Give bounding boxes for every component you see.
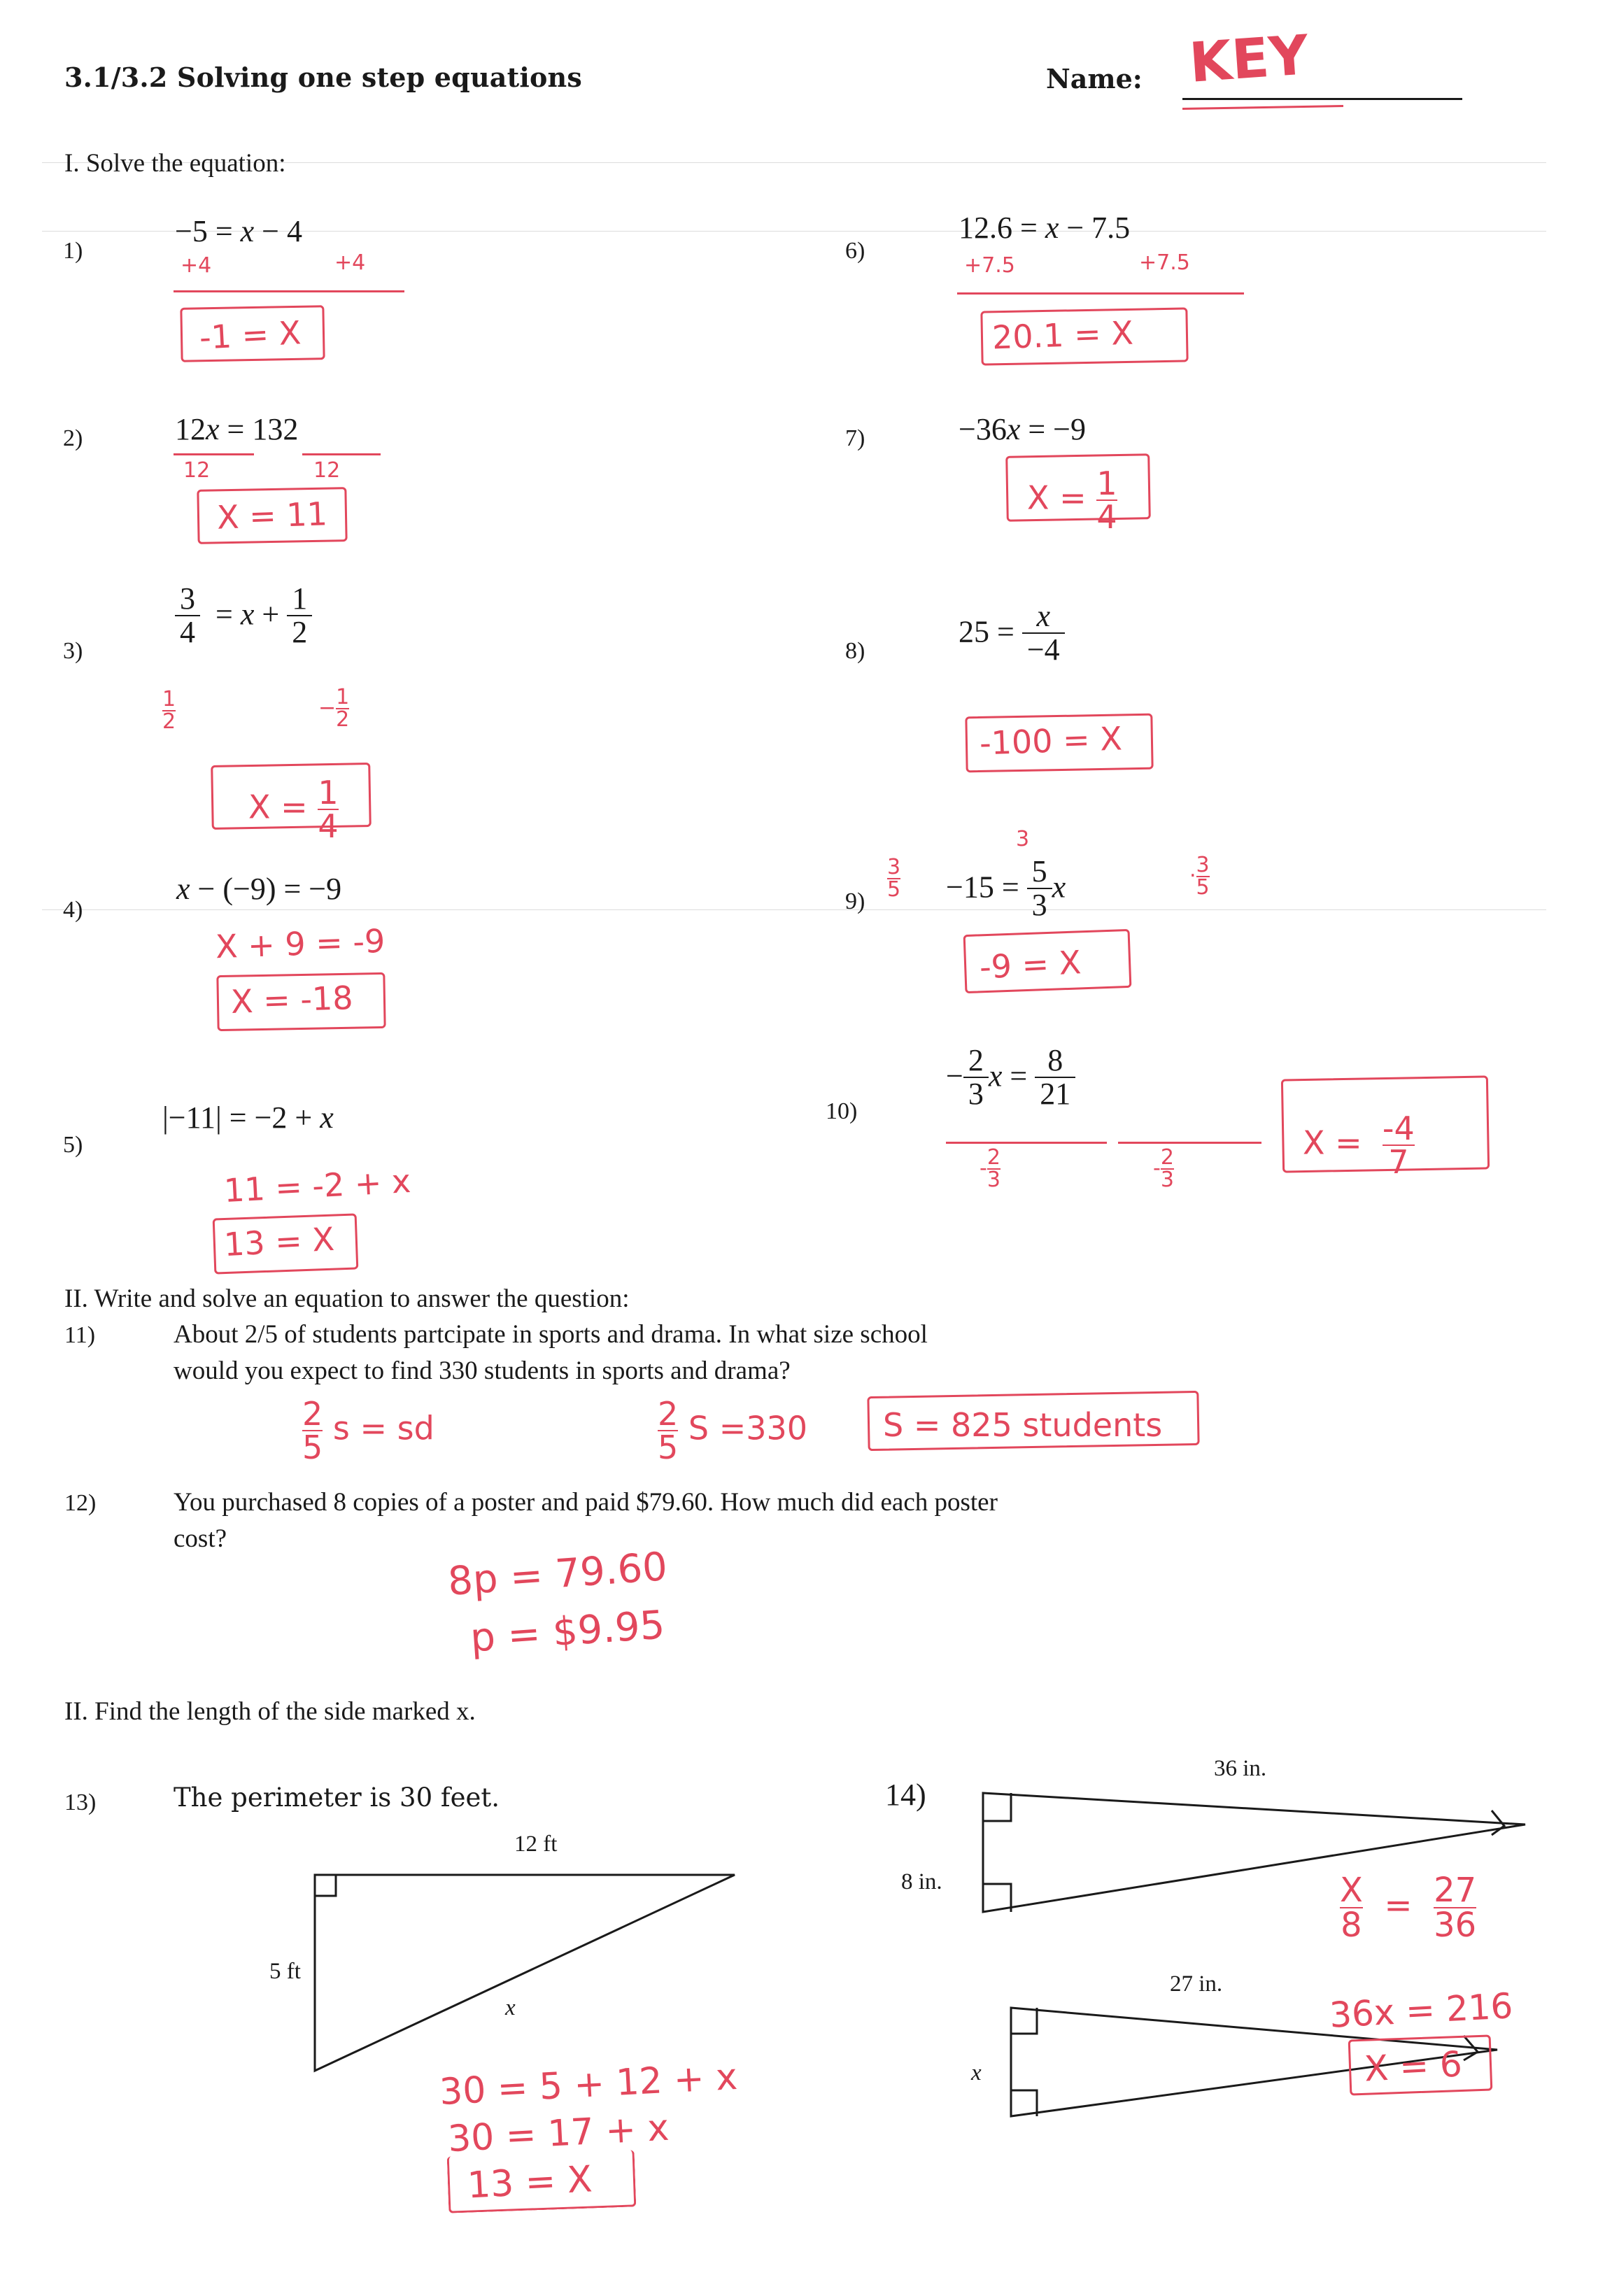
q5-equation: |−11| = −2 + x (162, 1100, 334, 1135)
q14-answer-box (1348, 2034, 1493, 2095)
section-2-heading: II. Write and solve an equation to answer the question: (64, 1284, 630, 1313)
q3-answer: X = $\frac{1}{4}$ (248, 774, 339, 845)
q14-answer: X = 6 (1363, 2043, 1464, 2090)
q10-equation: − $\frac{2}{3}$ x = $\frac{8}{21}$ (946, 1046, 1075, 1112)
q2-work-right: 12 (313, 458, 341, 483)
q11-text-line2: would you expect to find 330 students in sports and drama? (174, 1356, 791, 1385)
q11-text-line1: About 2/5 of students partcipate in sports and drama. In what size school (174, 1320, 928, 1349)
q10-rule-left (946, 1142, 1107, 1144)
q3-work-right: − $\frac{1}{2}$ (318, 685, 350, 732)
name-label: Name: (1046, 63, 1143, 94)
q13-answer-box (447, 2150, 637, 2213)
q6-equation: 12.6 = x − 7.5 (959, 211, 1131, 245)
q8-answer-box (965, 714, 1153, 773)
q1-work-left: +4 (181, 253, 212, 278)
q14-work-2: 36x = 216 (1328, 1985, 1514, 2036)
q4-number: 4) (63, 897, 83, 923)
q13-label-left: 5 ft (269, 1959, 301, 1984)
page-title: 3.1/3.2 Solving one step equations (64, 62, 582, 93)
q6-answer-box (980, 307, 1188, 365)
q8-equation: 25 = $\frac{x}{-4}$ (959, 602, 1065, 667)
q1-answer: -1 = X (198, 313, 302, 357)
q3-equation: $\frac{3}{4}$ = x + $\frac{1}{2}$ (175, 584, 312, 650)
q13-answer: 13 = X (466, 2158, 593, 2207)
q1-number: 1) (63, 238, 83, 264)
q2-rule-left (174, 453, 254, 455)
q8-number: 8) (845, 638, 865, 664)
q7-number: 7) (845, 425, 865, 451)
q13-label-top: 12 ft (514, 1831, 558, 1857)
q9-number: 9) (845, 888, 865, 914)
q12-number: 12) (64, 1490, 97, 1516)
q10-answer: X = $\frac{-4}{7}$ (1303, 1110, 1415, 1181)
q7-answer: X = $\frac{1}{4}$ (1027, 465, 1117, 536)
q2-number: 2) (63, 425, 83, 451)
q13-prompt: The perimeter is 30 feet. (174, 1783, 500, 1813)
q5-number: 5) (63, 1132, 83, 1158)
q11-answer-box (867, 1391, 1199, 1451)
q2-answer-box (197, 487, 347, 544)
q11-answer: S = 825 students (883, 1406, 1163, 1444)
q4-answer-box (216, 972, 386, 1031)
q3-number: 3) (63, 638, 83, 664)
q14-label-left1: 8 in. (901, 1869, 942, 1894)
q9-answer-box (963, 929, 1132, 993)
q14-number: 14) (885, 1778, 926, 1812)
q12-work-1: 8p = 79.60 (446, 1544, 669, 1605)
q4-answer: X = -18 (230, 978, 354, 1021)
q6-work-left: +7.5 (964, 253, 1015, 278)
q9-work-right: · $\frac{3}{5}$ (1189, 853, 1210, 900)
q10-rule-right (1118, 1142, 1261, 1144)
q6-number: 6) (845, 238, 865, 264)
q6-work-right: +7.5 (1139, 250, 1190, 275)
q9-answer: -9 = X (978, 943, 1082, 986)
q8-answer: -100 = X (979, 719, 1123, 763)
q12-text-line2: cost? (174, 1524, 227, 1553)
q2-equation: 12x = 132 (175, 412, 299, 446)
q11-work-2: $\frac{2}{5}$ S =330 (658, 1395, 808, 1466)
q1-equation: −5 = x − 4 (175, 214, 302, 248)
q12-work-2: p = $9.95 (469, 1602, 667, 1661)
section-1-heading: I. Solve the equation: (64, 149, 286, 178)
q12-text-line1: You purchased 8 copies of a poster and paid $79.60. How much did each poster (174, 1488, 998, 1517)
q10-number: 10) (826, 1098, 858, 1124)
q13-work-2: 30 = 17 + x (446, 2106, 670, 2161)
q9-cancel-3: 3 (1016, 827, 1030, 851)
q5-work: 11 = -2 + x (222, 1162, 412, 1210)
q2-work-left: 12 (183, 458, 211, 483)
q10-work-right: - $\frac{2}{3}$ (1153, 1145, 1174, 1192)
q5-answer-box (213, 1213, 359, 1274)
q6-work-rule (957, 292, 1244, 295)
q2-rule-right (302, 453, 381, 455)
q7-equation: −36x = −9 (959, 412, 1086, 446)
name-underline (1182, 98, 1462, 100)
q10-work-left: - $\frac{2}{3}$ (980, 1145, 1001, 1192)
q13-number: 13) (64, 1790, 97, 1815)
q1-answer-box (180, 305, 325, 362)
q1-work-right: +4 (334, 250, 366, 275)
q4-equation: x − (−9) = −9 (176, 872, 342, 906)
q6-answer: 20.1 = X (991, 313, 1134, 357)
q5-answer: 13 = X (222, 1219, 336, 1264)
q14-label-left2: x (971, 2060, 982, 2085)
name-value-handwritten: KEY (1187, 24, 1311, 95)
q4-work: X + 9 = -9 (215, 921, 386, 966)
q2-answer: X = 11 (216, 495, 328, 537)
q13-work-1: 30 = 5 + 12 + x (438, 2055, 739, 2114)
q11-work-1: $\frac{2}{5}$ s = sd (302, 1395, 434, 1466)
q14-label-top1: 36 in. (1214, 1756, 1267, 1781)
section-3-heading: II. Find the length of the side marked x. (64, 1697, 476, 1726)
q1-work-rule (174, 290, 404, 292)
q11-number: 11) (64, 1322, 96, 1348)
q14-label-top2: 27 in. (1170, 1971, 1223, 1997)
q10-answer-box (1281, 1075, 1490, 1172)
q13-label-hyp: x (505, 1995, 516, 2020)
q3-answer-box (211, 763, 372, 830)
q9-work-left: $\frac{3}{5}$ (887, 855, 901, 902)
key-underline-ink (1182, 105, 1343, 110)
q3-work-left: $\frac{1}{2}$ (162, 687, 176, 734)
q7-answer-box (1005, 453, 1151, 522)
q9-equation: −15 = $\frac{5}{3}$ x (946, 854, 1066, 923)
scan-line (42, 909, 1546, 910)
q14-work-1: $\frac{X}{8}$ = $\frac{27}{36}$ (1340, 1871, 1477, 1945)
